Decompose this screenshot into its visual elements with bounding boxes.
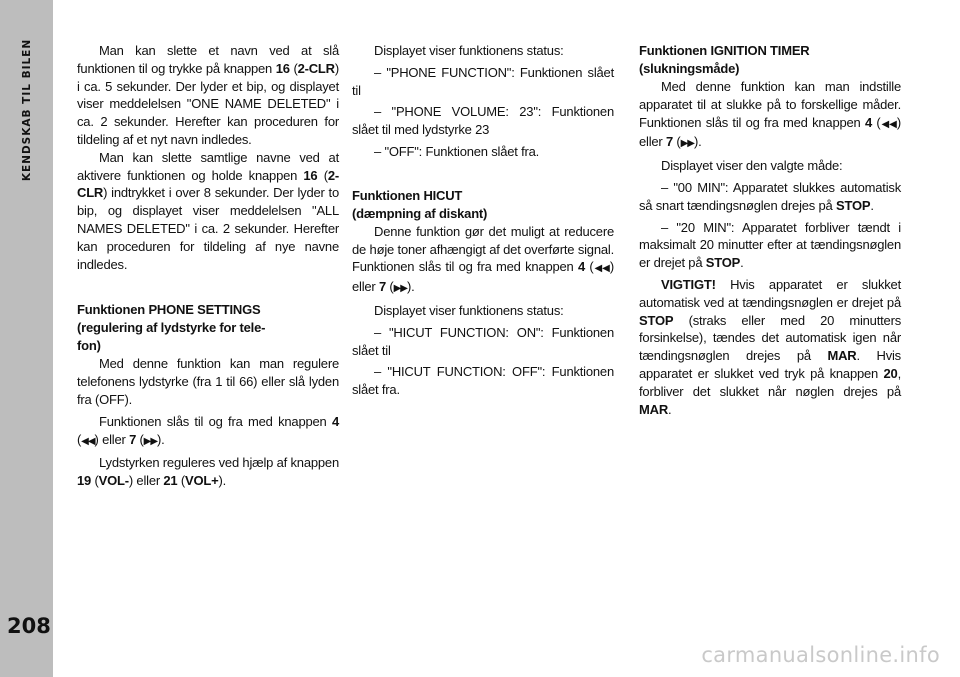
forward-icon: ▶▶ — [143, 435, 158, 447]
column-2 — [352, 42, 614, 399]
forward-icon: ▶▶ — [680, 138, 694, 150]
paragraph: Denne funktion gør det muligt at reducere de høje toner afhængigt af det overførte signal. Funktionen slås til og fra med knappen 4 (◀◀) eller 7 (▶▶). — [352, 223, 614, 295]
paragraph: Lydstyrken reguleres ved hjælp af knappen 19 (VOL-) eller 21 (VOL+). — [77, 455, 339, 489]
column-3 — [639, 42, 901, 418]
paragraph: VIGTIGT! Hvis apparatet er slukket automatisk ved at tændingsnøglen er drejet på STOP (straks eller med 20 minutters forsinkelse), tændes det automatisk igen når tændingsnøglen drejes på MAR. Hvis apparatet er slukket ved tryk på knappen 20, forbliver det slukket når nøglen drejes på MAR. — [639, 276, 901, 417]
paragraph: Displayet viser funktionens status: — [374, 302, 564, 318]
paragraph: – "PHONE FUNCTION": Funktionen slået til — [352, 64, 614, 98]
paragraph: – "PHONE VOLUME: 23": Funktionen slået til med lydstyrke 23 — [352, 104, 614, 138]
paragraph: – "HICUT FUNCTION: OFF": Funktionen slået fra. — [352, 364, 614, 398]
paragraph: Displayet viser funktionens status: — [374, 43, 564, 58]
paragraph: – "20 MIN": Apparatet forbliver tændt i maksimalt 20 minutter efter at tændingsnøglen er drejet på STOP. — [639, 219, 901, 271]
rewind-icon: ◀◀ — [81, 435, 95, 447]
paragraph: Med denne funktion kan man indstille apparatet til at slukke på to forskellige måder. Funktionen slås til og fra med knappen 4 (◀◀) eller 7 (▶▶). — [639, 79, 901, 150]
paragraph: – "OFF": Funktionen slået fra. — [374, 143, 540, 159]
rewind-icon: ◀◀ — [880, 118, 897, 130]
forward-icon: ▶▶ — [393, 283, 407, 295]
paragraph: Displayet viser den valgte måde: — [661, 158, 843, 174]
section-heading: Funktionen HICUT (dæmpning af diskant) — [352, 187, 488, 221]
rewind-icon: ◀◀ — [593, 263, 610, 275]
sidebar — [0, 0, 53, 677]
section-title: KENDSKAB TIL BILEN — [21, 38, 33, 182]
paragraph: – "00 MIN": Apparatet slukkes automatisk så snart tændingsnøglen drejes på STOP. — [639, 179, 901, 213]
paragraph: Med denne funktion kan man regulere telefonens lydstyrke (fra 1 til 66) eller slå lyden fra (OFF). — [77, 356, 339, 407]
watermark: carmanualsonline.info — [701, 643, 940, 667]
column-1 — [77, 42, 339, 490]
paragraph: Funktionen slås til og fra med knappen 4 (◀◀) eller 7 (▶▶). — [77, 413, 339, 447]
section-heading: Funktionen PHONE SETTINGS (regulering af lydstyrke for tele- fon) — [77, 302, 266, 354]
paragraph: Man kan slette samtlige navne ved at aktivere funktionen og holde knappen 16 (2-CLR) indtrykket i over 8 sekunder. Der lyder to bip, og displayet viser meddelelsen "ALL NAMES DELETED" i ca. 2 sekunder. Herefter kan proceduren for tildeling af nye navne indledes. — [77, 149, 339, 272]
paragraph: Man kan slette et navn ved at slå funktionen til og trykke på knappen 16 (2-CLR) i ca. 5 sekunder. Der lyder et bip, og displayet viser meddelelsen "ONE NAME DELETED" i ca. 2 sekunder. Herefter kan proceduren for tildeling af et nyt navn indledes. — [77, 43, 339, 147]
paragraph: – "HICUT FUNCTION: ON": Funktionen slået til — [352, 324, 614, 358]
section-heading: Funktionen IGNITION TIMER (slukningsmåde) — [639, 43, 810, 76]
page-number: 208 — [7, 614, 51, 638]
